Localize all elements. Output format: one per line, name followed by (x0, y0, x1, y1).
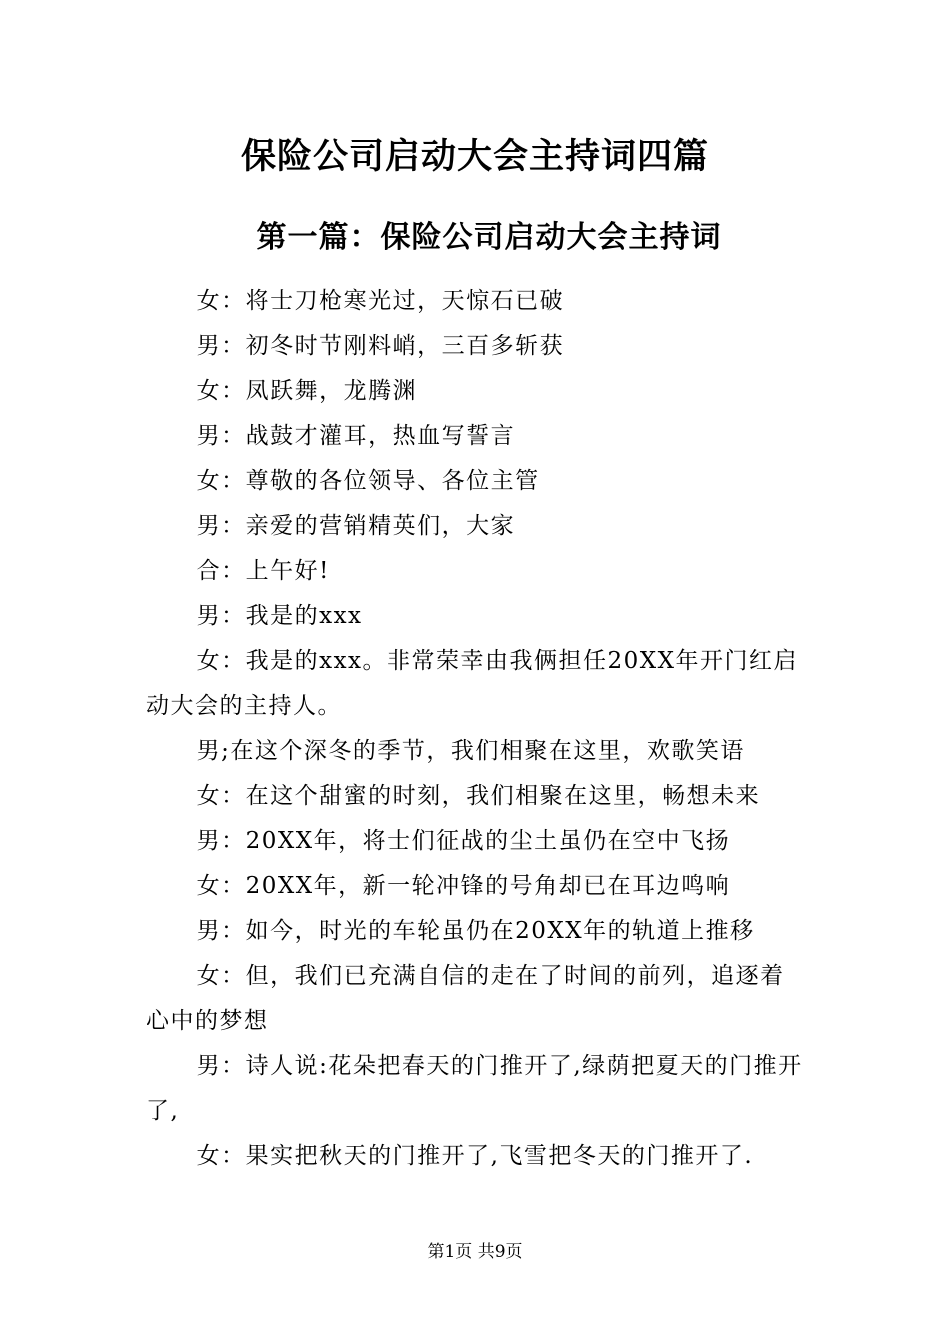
paragraph: 女：将士刀枪寒光过，天惊石已破 (196, 288, 565, 314)
paragraph: 女：凤跃舞，龙腾渊 (196, 378, 418, 404)
paragraph: 合：上午好! (196, 558, 330, 584)
section-title: 第一篇：保险公司启动大会主持词 (256, 220, 722, 255)
paragraph: 男;在这个深冬的季节，我们相聚在这里，欢歌笑语 (196, 738, 745, 764)
paragraph: 女：尊敬的各位领导、各位主管 (196, 468, 540, 494)
paragraph: 男：初冬时节刚料峭，三百多斩获 (196, 333, 565, 359)
paragraph: 女：20XX年，新一轮冲锋的号角却已在耳边鸣响 (196, 873, 731, 899)
document-title: 保险公司启动大会主持词四篇 (240, 136, 709, 177)
paragraph: 男：亲爱的营销精英们，大家 (196, 513, 516, 539)
paragraph: 男：我是的xxx (196, 603, 363, 629)
paragraph: 女：在这个甜蜜的时刻，我们相聚在这里，畅想未来 (196, 783, 761, 809)
paragraph: 男：20XX年，将士们征战的尘土虽仍在空中飞扬 (196, 828, 731, 854)
paragraph: 男：战鼓才灌耳，热血写誓言 (196, 423, 516, 449)
page-number-footer: 第1页 共9页 (427, 1242, 523, 1262)
paragraph: 男：诗人说:花朵把春天的门推开了,绿荫把夏天的门推开了, (146, 1053, 803, 1124)
paragraph: 男：如今，时光的车轮虽仍在20XX年的轨道上推移 (196, 918, 755, 944)
document-body (146, 279, 806, 1179)
paragraph: 女：我是的xxx。非常荣幸由我俩担任20XX年开门红启动大会的主持人。 (146, 648, 799, 719)
paragraph: 女：但，我们已充满自信的走在了时间的前列，追逐着心中的梦想 (146, 963, 785, 1034)
paragraph: 女：果实把秋天的门推开了,飞雪把冬天的门推开了. (196, 1143, 754, 1169)
